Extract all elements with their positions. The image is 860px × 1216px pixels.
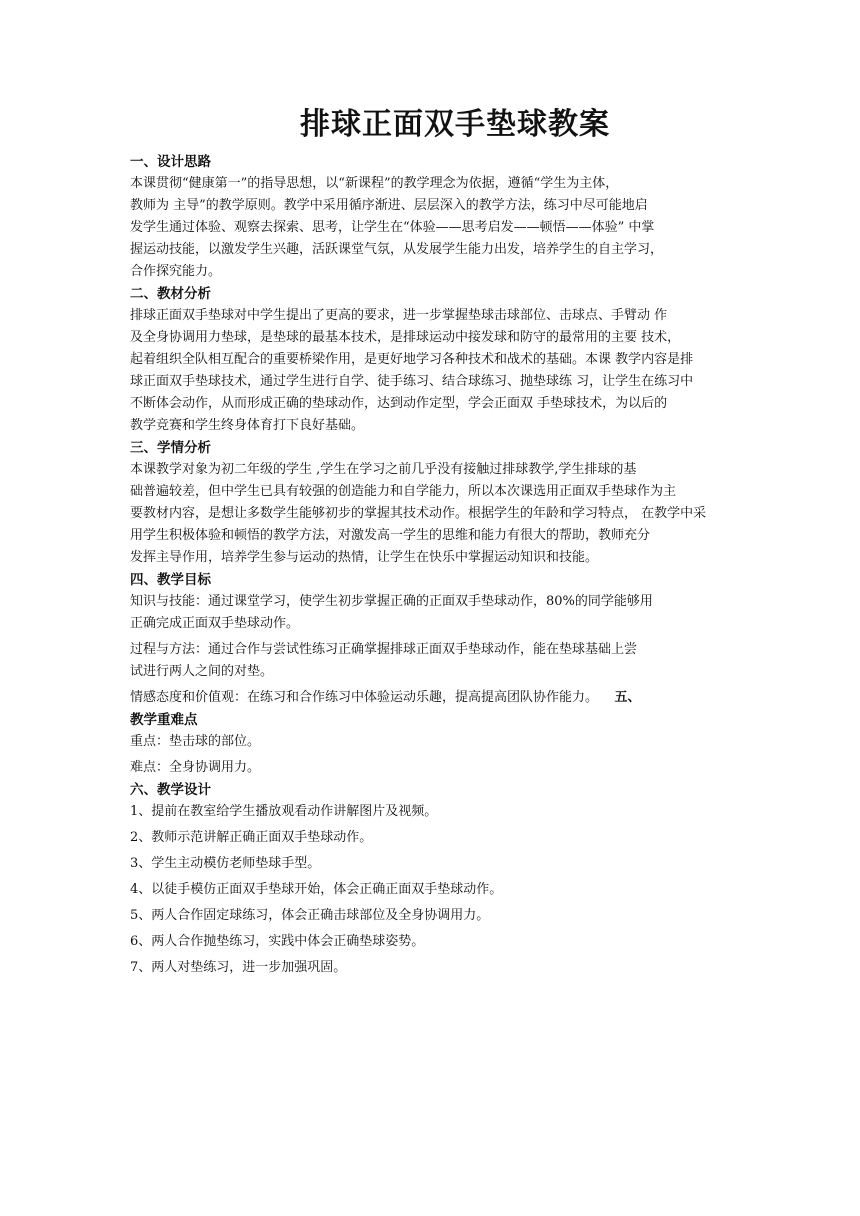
key-point-line: 重点：垫击球的部位。 <box>130 734 261 749</box>
section-body-students <box>130 459 740 569</box>
section-heading-teaching-design: 六、教学设计 <box>130 782 211 798</box>
document-page <box>130 103 740 979</box>
section-heading-key-points: 教学重难点 <box>130 712 198 728</box>
section-body-design <box>130 173 740 283</box>
paragraph-line: 本课贯彻“健康第一”的指导思想，以“新课程”的教学理念为依据，遵循“学生为主体， <box>130 176 619 191</box>
section-heading-goals: 四、教学目标 <box>130 572 211 588</box>
section-heading-material: 二、教材分析 <box>130 286 211 302</box>
section-heading-students: 三、学情分析 <box>130 440 211 456</box>
section-heading-design: 一、设计思路 <box>130 154 211 170</box>
paragraph-line: 发挥主导作用，培养学生参与运动的热情，让学生在快乐中掌握运动知识和技能。 <box>130 550 599 565</box>
paragraph-line: 础普遍较差，但中学生已具有较强的创造能力和自学能力，所以本次课选用正面双手垫球作为主 <box>130 484 677 499</box>
paragraph-line: 球正面双手垫球技术，通过学生进行自学、徒手练习、结合球练习、抛垫球练 习，让学生在练习中 <box>130 374 694 389</box>
paragraph-line: 不断体会动作，从而形成正确的垫球动作，达到动作定型，学会正面双 手垫球技术，为以后的 <box>130 396 668 411</box>
paragraph-line: 用学生积极体验和顿悟的教学方法，对激发高一学生的思维和能力有很大的帮助，教师充分 <box>130 528 651 543</box>
paragraph-line: 发学生通过体验、观察去探索、思考，让学生在“体验——思考启发——顿悟——体验” 中掌 <box>130 220 655 235</box>
section-body-teaching-design <box>130 801 740 979</box>
paragraph-line: 合作探究能力。 <box>130 264 222 279</box>
paragraph-line: 本课教学对象为初二年级的学生 ,学生在学习之前几乎没有接触过排球教学,学生排球的基 <box>130 462 637 477</box>
list-item: 1、提前在教室给学生播放观看动作讲解图片及视频。 <box>130 804 438 819</box>
list-item: 6、两人合作抛垫练习，实践中体会正确垫球姿势。 <box>130 934 425 949</box>
goal-process-line: 过程与方法：通过合作与尝试性练习正确掌握排球正面双手垫球动作，能在垫球基础上尝 <box>130 642 638 657</box>
list-item: 2、教师示范讲解正确正面双手垫球动作。 <box>130 830 373 845</box>
list-item: 7、两人对垫练习，进一步加强巩固。 <box>130 960 347 975</box>
goal-attitude-line <box>130 687 740 709</box>
section-body-material <box>130 305 740 437</box>
goal-process-line: 试进行两人之间的对垫。 <box>130 664 274 679</box>
list-item: 4、以徒手模仿正面双手垫球开始，体会正确正面双手垫球动作。 <box>130 882 503 897</box>
goal-knowledge-line: 正确完成正面双手垫球动作。 <box>130 616 300 631</box>
section-body-key-points <box>130 731 740 779</box>
list-item: 3、学生主动模仿老师垫球手型。 <box>130 856 321 871</box>
goal-knowledge-line: 知识与技能：通过课堂学习，使学生初步掌握正确的正面双手垫球动作，80%的同学能够用 <box>130 594 653 609</box>
difficulty-line: 难点：全身协调用力。 <box>130 760 261 775</box>
paragraph-line: 教学竞赛和学生终身体育打下良好基础。 <box>130 418 365 433</box>
section-number-five: 五、 <box>614 690 641 705</box>
paragraph-line: 握运动技能，以激发学生兴趣，活跃课堂气氛，从发展学生能力出发，培养学生的自主学习， <box>130 242 664 257</box>
paragraph-line: 教师为 主导”的教学原则。教学中采用循序渐进、层层深入的教学方法，练习中尽可能地启 <box>130 198 648 213</box>
section-body-goals <box>130 591 740 709</box>
document-title: 排球正面双手垫球教案 <box>300 107 610 142</box>
paragraph-line: 要教材内容，是想让多数学生能够初步的掌握其技术动作。根据学生的年龄和学习特点， 在教学中采 <box>130 506 707 521</box>
paragraph-line: 及全身协调用力垫球，是垫球的最基本技术，是排球运动中接发球和防守的最常用的主要 技术， <box>130 330 681 345</box>
goal-attitude-text: 情感态度和价值观：在练习和合作练习中体验运动乐趣，提高提高团队协作能力。 <box>130 690 599 705</box>
list-item: 5、两人合作固定球练习，体会正确击球部位及全身协调用力。 <box>130 908 490 923</box>
paragraph-line: 起着组织全队相互配合的重要桥梁作用，是更好地学习各种技术和战术的基础。本课 教学内容是排 <box>130 352 694 367</box>
paragraph-line: 排球正面双手垫球对中学生提出了更高的要求，进一步掌握垫球击球部位、击球点、手臂动 作 <box>130 308 668 323</box>
